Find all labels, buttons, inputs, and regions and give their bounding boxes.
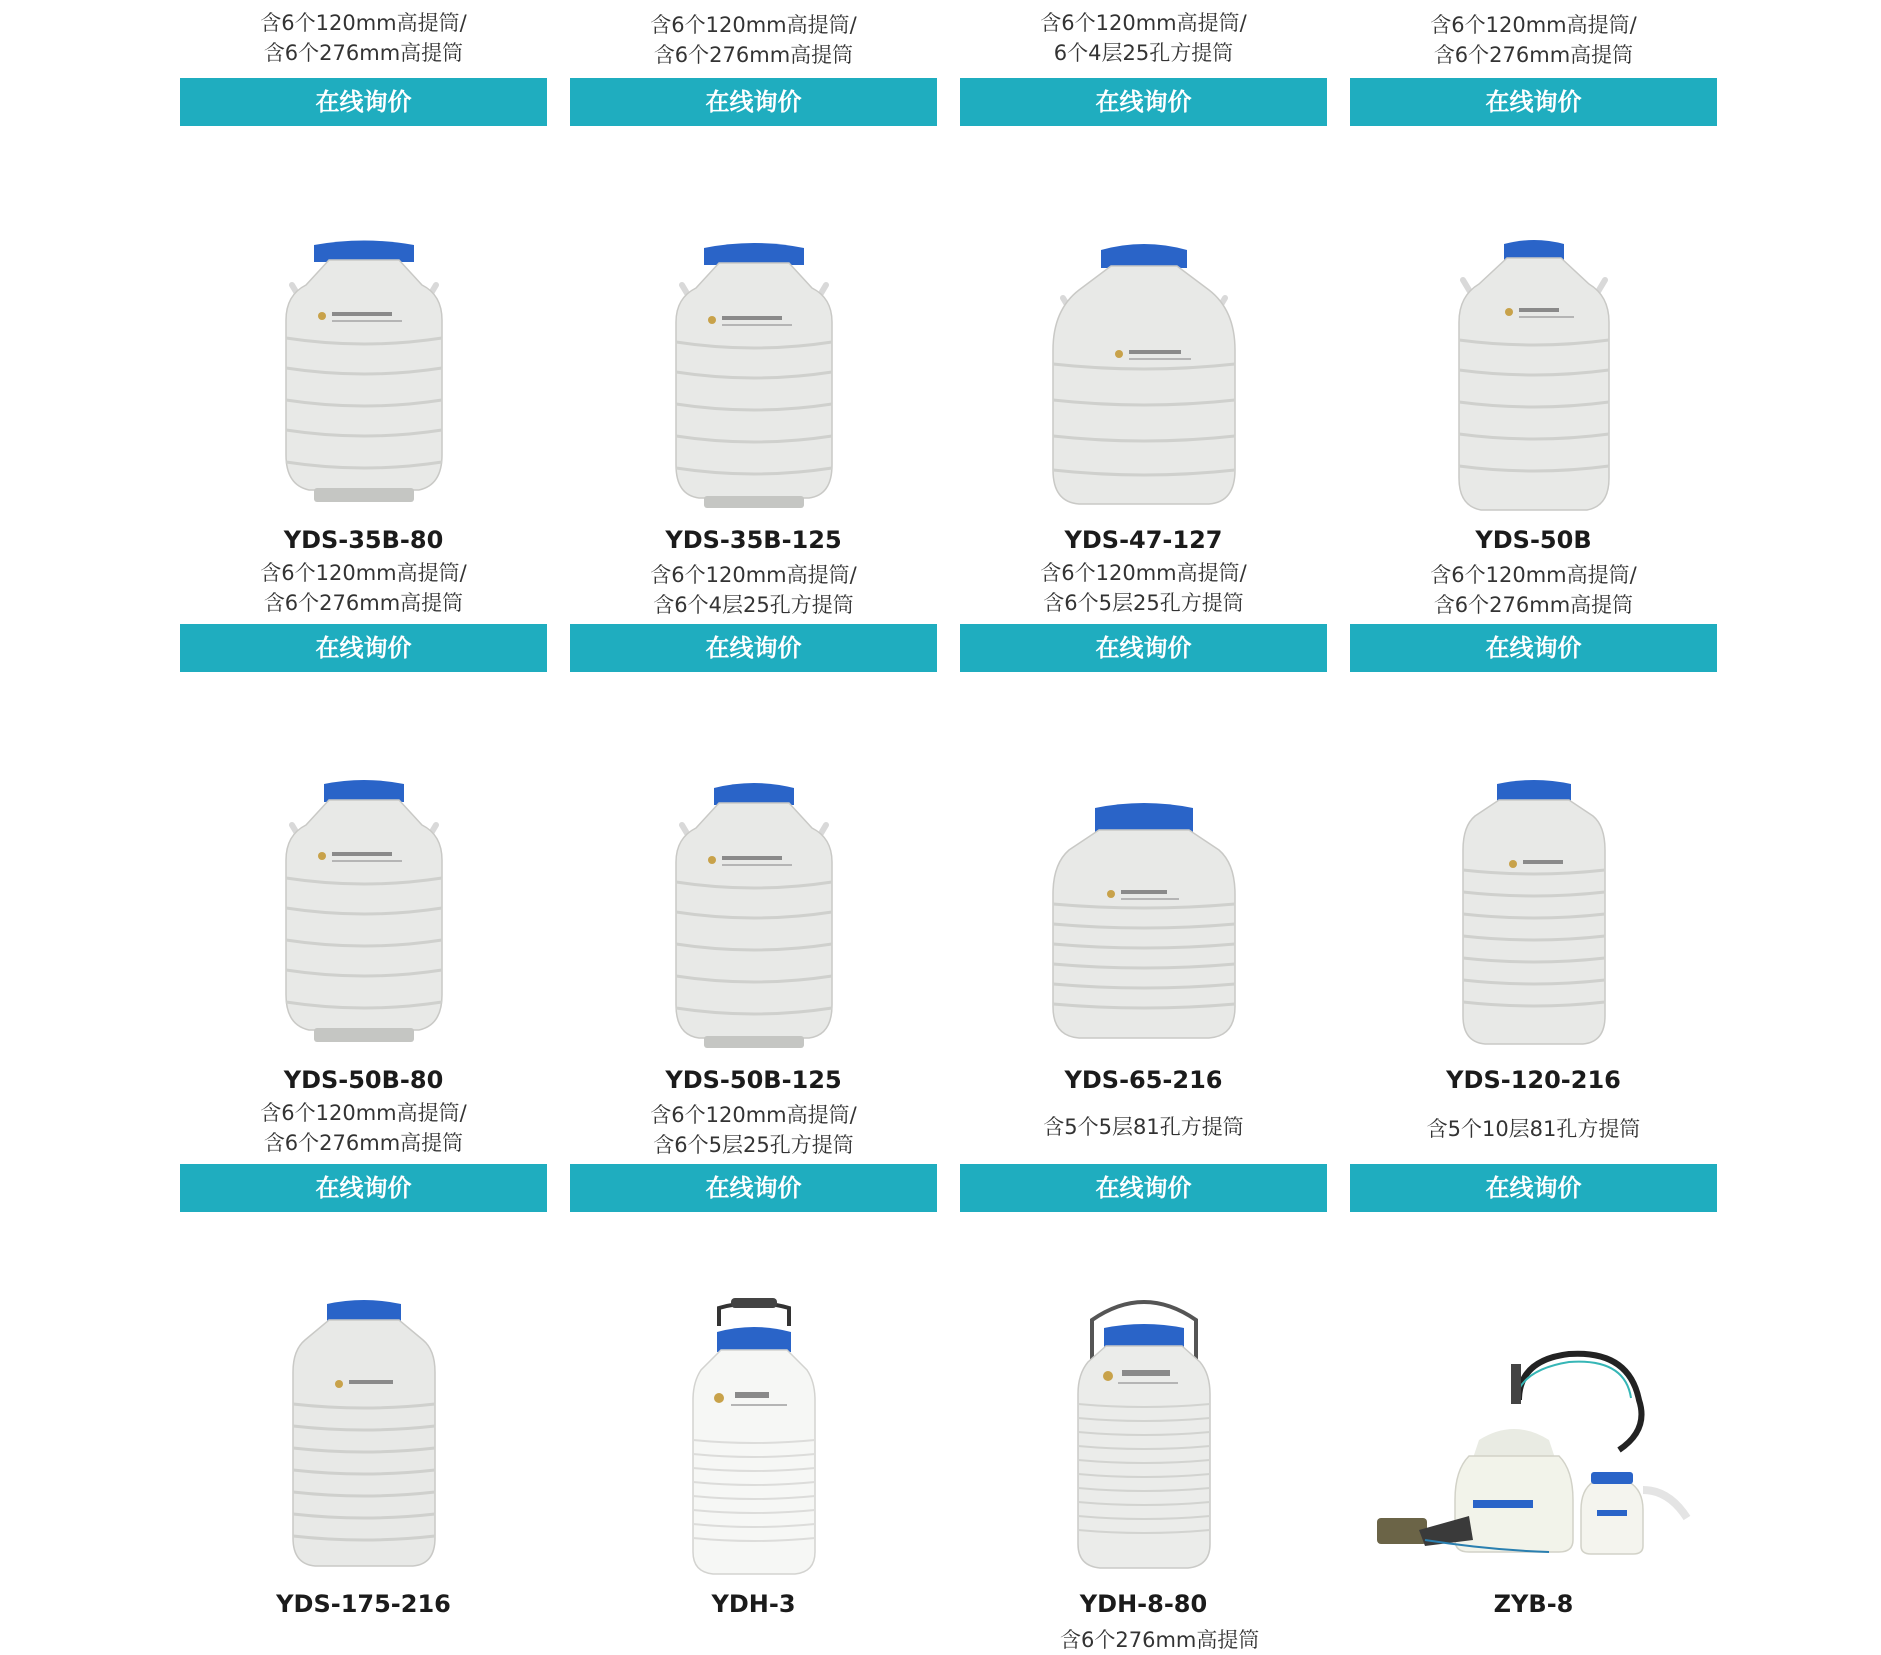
- product-name: YDS-35B-80: [283, 526, 444, 554]
- product-image[interactable]: [570, 1290, 937, 1576]
- product-description: 含6个120mm高提筒/ 含6个276mm高提筒: [1430, 563, 1637, 617]
- product-image[interactable]: [960, 1290, 1327, 1570]
- product-image[interactable]: [180, 240, 547, 502]
- inquiry-button[interactable]: 在线询价: [180, 1164, 547, 1212]
- inquiry-button[interactable]: 在线询价: [960, 78, 1327, 126]
- product-description: 含6个120mm高提筒/ 含6个4层25孔方提筒: [650, 563, 857, 617]
- inquiry-button[interactable]: 在线询价: [570, 78, 937, 126]
- product-image[interactable]: [570, 780, 937, 1048]
- inquiry-button[interactable]: 在线询价: [1350, 78, 1717, 126]
- product-image[interactable]: [960, 240, 1327, 510]
- product-name: YDS-35B-125: [665, 526, 842, 554]
- inquiry-button[interactable]: 在线询价: [180, 78, 547, 126]
- inquiry-button[interactable]: 在线询价: [570, 1164, 937, 1212]
- product-description: 含6个120mm高提筒/ 含6个276mm高提筒: [260, 1101, 467, 1155]
- product-name: YDS-175-216: [276, 1590, 451, 1618]
- product-description: 含6个120mm高提筒/ 含6个276mm高提筒: [260, 11, 467, 65]
- inquiry-button[interactable]: 在线询价: [570, 624, 937, 672]
- product-description: 含6个120mm高提筒/ 含6个276mm高提筒: [650, 13, 857, 67]
- product-name: YDS-50B: [1475, 526, 1592, 554]
- product-image[interactable]: [1350, 240, 1717, 515]
- product-description: 含6个120mm高提筒/ 6个4层25孔方提筒: [1040, 11, 1247, 65]
- product-name: YDS-120-216: [1446, 1066, 1621, 1094]
- product-image[interactable]: [180, 1300, 547, 1570]
- product-image[interactable]: [570, 240, 937, 508]
- product-description: 含5个5层81孔方提筒: [1043, 1115, 1244, 1139]
- inquiry-button[interactable]: 在线询价: [1350, 1164, 1717, 1212]
- inquiry-button[interactable]: 在线询价: [960, 1164, 1327, 1212]
- product-description: 含6个120mm高提筒/ 含6个276mm高提筒: [1430, 13, 1637, 67]
- inquiry-button[interactable]: 在线询价: [960, 624, 1327, 672]
- product-name: ZYB-8: [1493, 1590, 1574, 1618]
- product-image[interactable]: [960, 780, 1327, 1042]
- product-name: YDH-3: [711, 1590, 796, 1618]
- product-name: YDS-65-216: [1064, 1066, 1223, 1094]
- product-name: YDS-50B-125: [665, 1066, 842, 1094]
- inquiry-button[interactable]: 在线询价: [1350, 624, 1717, 672]
- product-name: YDS-50B-80: [283, 1066, 444, 1094]
- product-description: 含6个120mm高提筒/ 含6个5层25孔方提筒: [650, 1103, 857, 1157]
- inquiry-button[interactable]: 在线询价: [180, 624, 547, 672]
- product-description: 含6个120mm高提筒/ 含6个5层25孔方提筒: [1040, 561, 1247, 615]
- product-name: YDS-47-127: [1064, 526, 1223, 554]
- product-description-partial: 含6个276mm高提筒: [1060, 1628, 1260, 1652]
- product-name: YDH-8-80: [1079, 1590, 1208, 1618]
- product-image[interactable]: [180, 780, 547, 1042]
- product-image[interactable]: [1350, 780, 1717, 1048]
- product-description: 含5个10层81孔方提筒: [1426, 1117, 1641, 1141]
- product-image[interactable]: [1350, 1340, 1717, 1560]
- product-description: 含6个120mm高提筒/ 含6个276mm高提筒: [260, 561, 467, 615]
